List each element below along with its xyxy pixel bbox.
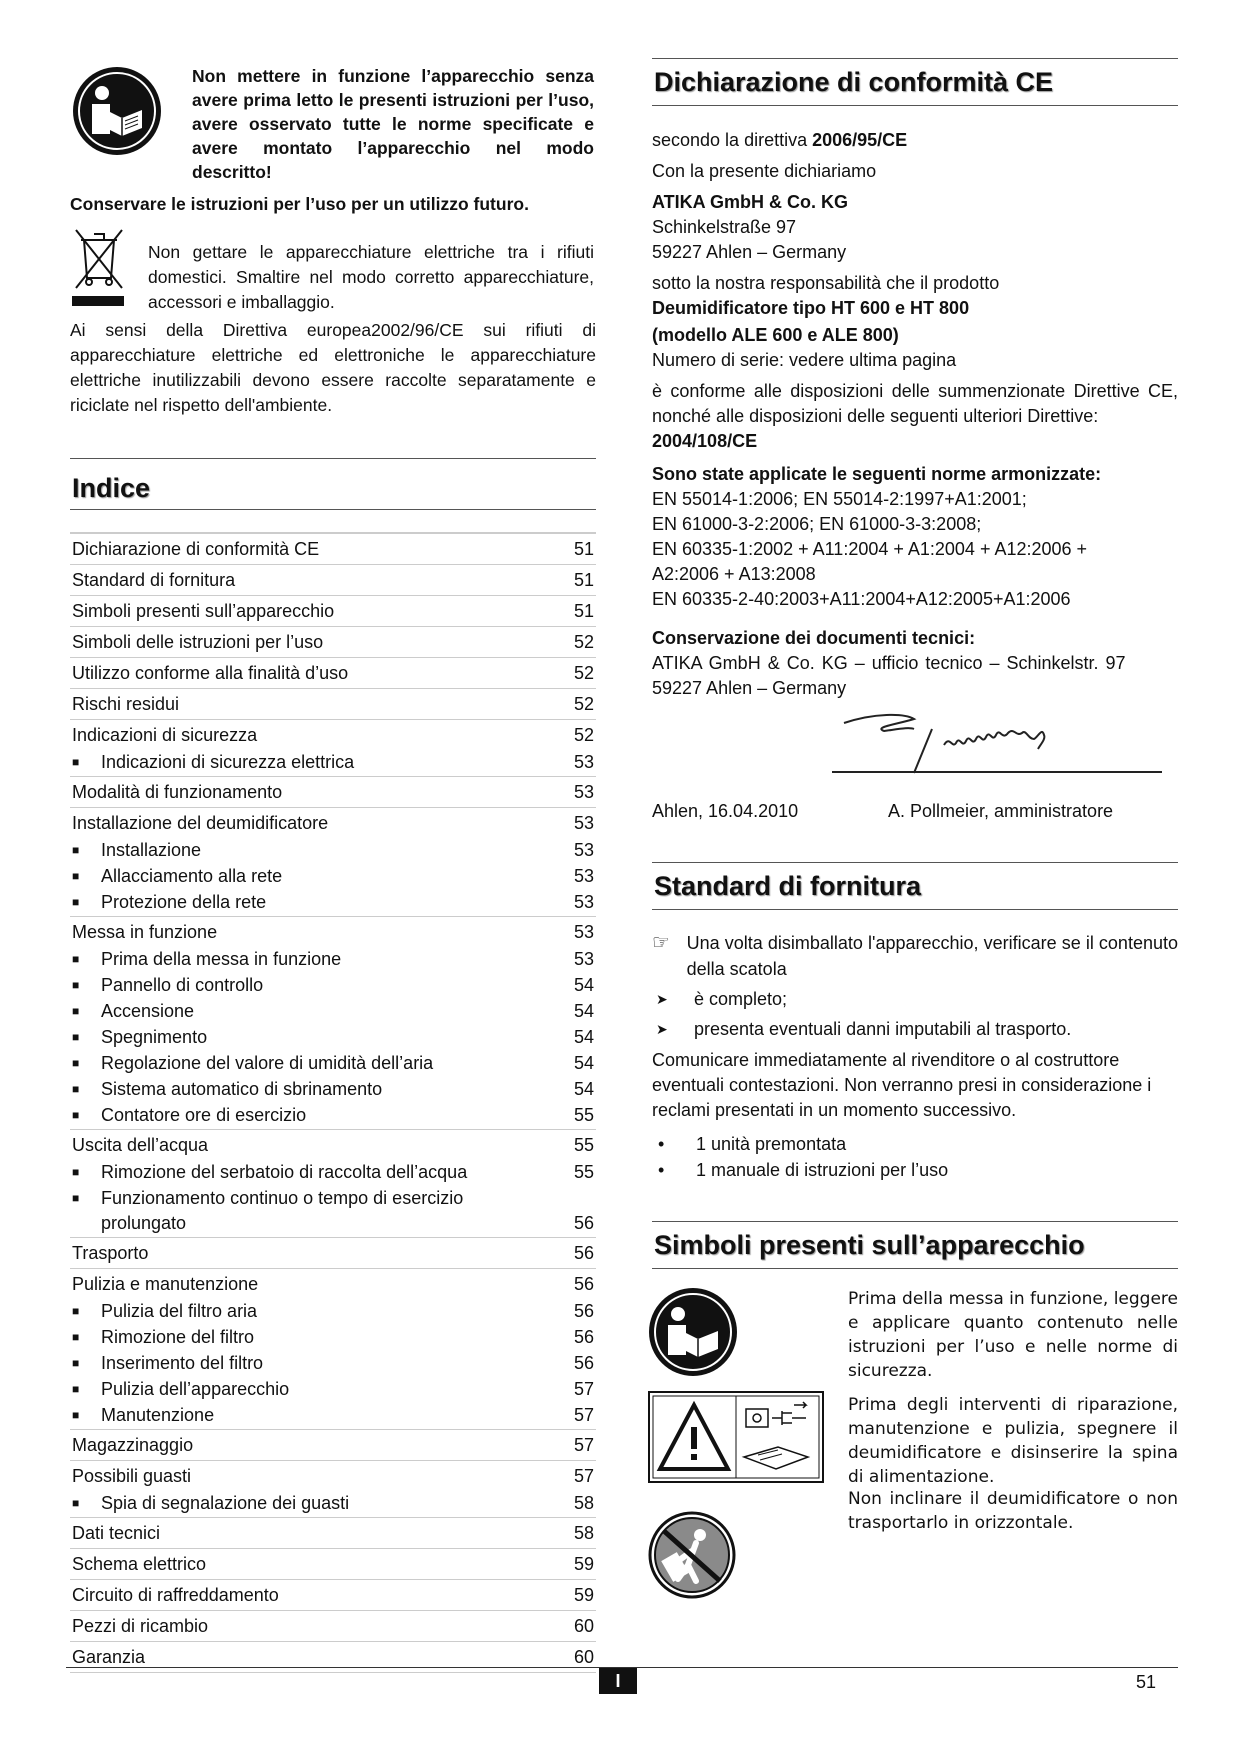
toc-label: Protezione della rete bbox=[101, 892, 267, 912]
toc-page: 56 bbox=[573, 1213, 594, 1233]
toc-label: Funzionamento continuo o tempo di esercizio prolungato bbox=[101, 1188, 464, 1233]
toc-entry[interactable] bbox=[70, 595, 596, 626]
toc-page: 55 bbox=[573, 1105, 594, 1125]
toc-label: Rimozione del filtro bbox=[101, 1327, 255, 1347]
toc-entry[interactable] bbox=[70, 1268, 596, 1299]
toc-label: Pulizia dell’apparecchio bbox=[101, 1379, 290, 1399]
toc-subentry[interactable] bbox=[70, 1025, 596, 1051]
toc-label: Simboli delle istruzioni per l’uso bbox=[72, 632, 324, 652]
toc-page: 53 bbox=[573, 922, 594, 942]
dot-bullet-icon: • bbox=[658, 1134, 665, 1154]
toc-entry[interactable] bbox=[70, 1460, 596, 1491]
toc-page: 56 bbox=[573, 1243, 594, 1263]
delivery-item: • 1 manuale di istruzioni per l’uso bbox=[652, 1157, 1178, 1183]
toc-entry[interactable] bbox=[70, 1429, 596, 1460]
toc-label: Modalità di funzionamento bbox=[72, 782, 283, 802]
square-bullet-icon: ■ bbox=[72, 755, 80, 769]
toc-page: 53 bbox=[573, 866, 594, 886]
toc-entry[interactable] bbox=[70, 626, 596, 657]
toc-page: 52 bbox=[573, 663, 594, 683]
responsibility-line: sotto la nostra responsabilità che il prodotto bbox=[652, 273, 1000, 293]
toc-page: 58 bbox=[573, 1523, 594, 1543]
toc-label: Rischi residui bbox=[72, 694, 180, 714]
table-of-contents bbox=[70, 532, 596, 1672]
square-bullet-icon: ■ bbox=[72, 1408, 80, 1422]
toc-subentry[interactable] bbox=[70, 1051, 596, 1077]
square-bullet-icon: ■ bbox=[72, 1108, 80, 1122]
toc-page: 58 bbox=[573, 1493, 594, 1513]
square-bullet-icon: ■ bbox=[72, 1030, 80, 1044]
toc-page: 56 bbox=[573, 1327, 594, 1347]
place-date: Ahlen, 16.04.2010 bbox=[652, 801, 799, 821]
toc-page: 53 bbox=[573, 752, 594, 772]
toc-subentry[interactable] bbox=[70, 1325, 596, 1351]
delivery-hint: ☞ Una volta disimballato l'apparecchio, verificare se il contenuto della scatola bbox=[652, 930, 1178, 982]
toc-page: 53 bbox=[573, 840, 594, 860]
toc-label: Pezzi di ricambio bbox=[72, 1616, 209, 1636]
symbol-read-row bbox=[652, 1291, 1178, 1395]
norm-line: EN 55014-1:2006; EN 55014-2:1997+A1:2001; bbox=[652, 489, 1027, 509]
symbol-tilt-row bbox=[652, 1489, 1178, 1603]
warning-unplug-icon bbox=[648, 1391, 824, 1483]
toc-label: Dichiarazione di conformità CE bbox=[72, 539, 320, 559]
square-bullet-icon: ■ bbox=[72, 1496, 80, 1510]
weee-directive: Ai sensi della Direttiva europea2002/96/CE sui rifiuti di apparecchiature elettriche ed elettroniche le apparecchiature elettriche inutilizzabili devono essere raccolte separatamente e riciclate nel rispetto dell'ambiente. bbox=[70, 320, 596, 415]
toc-subentry[interactable] bbox=[70, 864, 596, 890]
crossed-bin-icon bbox=[70, 226, 128, 310]
toc-page: 53 bbox=[573, 782, 594, 802]
weee-block bbox=[70, 226, 596, 318]
delivery-check-item: ➤ è completo; bbox=[652, 986, 1178, 1012]
left-column bbox=[70, 58, 596, 1673]
toc-page: 54 bbox=[573, 1053, 594, 1073]
docs-line1: ATIKA GmbH & Co. KG – ufficio tecnico – Schinkelstr. 97 bbox=[652, 653, 1126, 673]
toc-subentry[interactable] bbox=[70, 1299, 596, 1325]
delivery-checks bbox=[652, 986, 1178, 1042]
toc-subentry[interactable] bbox=[70, 973, 596, 999]
toc-page: 52 bbox=[573, 694, 594, 714]
square-bullet-icon: ■ bbox=[72, 1082, 80, 1096]
toc-subentry[interactable] bbox=[70, 999, 596, 1025]
toc-page: 53 bbox=[573, 813, 594, 833]
toc-subentry[interactable] bbox=[70, 1077, 596, 1103]
toc-subentry[interactable] bbox=[70, 1377, 596, 1403]
toc-label: Simboli presenti sull’apparecchio bbox=[72, 601, 335, 621]
toc-entry[interactable] bbox=[70, 688, 596, 719]
read-manual-icon bbox=[72, 66, 162, 156]
norm-line: EN 60335-2-40:2003+A11:2004+A12:2005+A1:2006 bbox=[652, 589, 1071, 609]
symbols-title: Simboli presenti sull’apparecchio bbox=[654, 1230, 1085, 1260]
toc-page: 51 bbox=[573, 570, 594, 590]
toc-page: 55 bbox=[573, 1162, 594, 1182]
delivery-item: • 1 unità premontata bbox=[652, 1131, 1178, 1157]
toc-page: 59 bbox=[573, 1554, 594, 1574]
square-bullet-icon: ■ bbox=[72, 1165, 80, 1179]
toc-page: 54 bbox=[573, 1001, 594, 1021]
docs-title: Conservazione dei documenti tecnici: bbox=[652, 628, 976, 648]
toc-label: Messa in funzione bbox=[72, 922, 218, 942]
toc-label: Dati tecnici bbox=[72, 1523, 161, 1543]
toc-subentry[interactable] bbox=[70, 1186, 596, 1237]
square-bullet-icon: ■ bbox=[72, 1056, 80, 1070]
toc-page: 57 bbox=[573, 1435, 594, 1455]
square-bullet-icon: ■ bbox=[72, 1356, 80, 1370]
keep-instructions: Conservare le istruzioni per l’uso per un utilizzo futuro. bbox=[70, 194, 529, 214]
conform-text: è conforme alle disposizioni delle summenzionate Direttive CE, nonché alle disposizioni delle seguenti ulteriori Direttive: bbox=[652, 381, 1178, 426]
square-bullet-icon: ■ bbox=[72, 1330, 80, 1344]
toc-label: Installazione bbox=[101, 840, 202, 860]
toc-label: Allacciamento alla rete bbox=[101, 866, 283, 886]
square-bullet-icon: ■ bbox=[72, 1191, 80, 1205]
toc-label: Sistema automatico di sbrinamento bbox=[101, 1079, 383, 1099]
square-bullet-icon: ■ bbox=[72, 869, 80, 883]
toc-page: 51 bbox=[573, 539, 594, 559]
right-column bbox=[652, 58, 1178, 1603]
toc-subentry[interactable] bbox=[70, 890, 596, 916]
toc-label: Spegnimento bbox=[101, 1027, 208, 1047]
signature-scribble bbox=[814, 709, 1154, 779]
toc-label: Contatore ore di esercizio bbox=[101, 1105, 307, 1125]
delivery-title: Standard di fornitura bbox=[654, 871, 922, 901]
serial-line: Numero di serie: vedere ultima pagina bbox=[652, 350, 957, 370]
docs-line2: 59227 Ahlen – Germany bbox=[652, 678, 847, 698]
read-manual-icon bbox=[648, 1287, 738, 1377]
toc-label: Manutenzione bbox=[101, 1405, 215, 1425]
signatory: A. Pollmeier, amministratore bbox=[888, 801, 1114, 821]
square-bullet-icon: ■ bbox=[72, 1304, 80, 1318]
dot-bullet-icon: • bbox=[658, 1160, 665, 1180]
signature bbox=[652, 709, 1178, 789]
intro-block bbox=[70, 58, 596, 186]
toc-page: 54 bbox=[573, 1027, 594, 1047]
conformity-title: Dichiarazione di conformità CE bbox=[654, 67, 1054, 97]
toc-entry[interactable] bbox=[70, 807, 596, 838]
toc-page: 52 bbox=[573, 725, 594, 745]
norm-line: EN 60335-1:2002 + A11:2004 + A1:2004 + A12:2006 + bbox=[652, 539, 1088, 559]
conformity-header bbox=[652, 58, 1178, 106]
square-bullet-icon: ■ bbox=[72, 1382, 80, 1396]
toc-subentry[interactable] bbox=[70, 838, 596, 864]
toc-entry[interactable] bbox=[70, 564, 596, 595]
toc-label: Standard di fornitura bbox=[72, 570, 236, 590]
toc-entry[interactable] bbox=[70, 657, 596, 688]
toc-entry[interactable] bbox=[70, 1237, 596, 1268]
toc-page: 60 bbox=[573, 1616, 594, 1636]
toc-subentry[interactable] bbox=[70, 1351, 596, 1377]
toc-page: 56 bbox=[573, 1274, 594, 1294]
toc-label: Pulizia e manutenzione bbox=[72, 1274, 259, 1294]
declare-line: Con la presente dichiariamo bbox=[652, 161, 877, 181]
toc-page: 56 bbox=[573, 1353, 594, 1373]
toc-label: Indicazioni di sicurezza bbox=[72, 725, 258, 745]
toc-page: 54 bbox=[573, 1079, 594, 1099]
toc-entry[interactable] bbox=[70, 533, 596, 564]
delivery-items bbox=[652, 1131, 1178, 1183]
toc-page: 57 bbox=[573, 1405, 594, 1425]
square-bullet-icon: ■ bbox=[72, 895, 80, 909]
toc-label: Utilizzo conforme alla finalità d’uso bbox=[72, 663, 349, 683]
toc-subentry[interactable] bbox=[70, 1403, 596, 1429]
symbol-read-text: Prima della messa in funzione, leggere e applicare quanto contenuto nelle istruzioni per l’uso e nelle norme di sicurezza. bbox=[848, 1289, 1178, 1381]
toc-label: Pannello di controllo bbox=[101, 975, 264, 995]
toc-page: 53 bbox=[573, 949, 594, 969]
toc-label: Accensione bbox=[101, 1001, 195, 1021]
toc-subentry[interactable] bbox=[70, 1103, 596, 1129]
product-model: (modello ALE 600 e ALE 800) bbox=[652, 325, 899, 345]
toc-label: Installazione del deumidificatore bbox=[72, 813, 329, 833]
toc-label: Spia di segnalazione dei guasti bbox=[101, 1493, 350, 1513]
toc-page: 51 bbox=[573, 601, 594, 621]
toc-label: Pulizia del filtro aria bbox=[101, 1301, 258, 1321]
toc-entry[interactable] bbox=[70, 1129, 596, 1160]
toc-entry[interactable] bbox=[70, 916, 596, 947]
toc-page: 60 bbox=[573, 1647, 594, 1667]
toc-label: Garanzia bbox=[72, 1647, 146, 1667]
square-bullet-icon: ■ bbox=[72, 843, 80, 857]
toc-page: 57 bbox=[573, 1379, 594, 1399]
language-badge: I bbox=[599, 1668, 637, 1694]
toc-page: 56 bbox=[573, 1301, 594, 1321]
toc-entry[interactable] bbox=[70, 719, 596, 750]
norm-line: EN 61000-3-2:2006; EN 61000-3-3:2008; bbox=[652, 514, 982, 534]
toc-label: Regolazione del valore di umidità dell’aria bbox=[101, 1053, 434, 1073]
toc-subentry[interactable] bbox=[70, 1160, 596, 1186]
toc-label: Prima della messa in funzione bbox=[101, 949, 342, 969]
square-bullet-icon: ■ bbox=[72, 978, 80, 992]
toc-entry[interactable] bbox=[70, 1610, 596, 1641]
arrow-bullet-icon: ➤ bbox=[656, 1021, 668, 1037]
delivery-notice: Comunicare immediatamente al rivenditore o al costruttore eventuali contestazioni. Non verranno presi in considerazione i reclami presentati in un momento successivo. bbox=[652, 1050, 1152, 1120]
toc-label: Indicazioni di sicurezza elettrica bbox=[101, 752, 355, 772]
directive-line: secondo la direttiva 2006/95/CE bbox=[652, 130, 908, 150]
norms-list bbox=[652, 487, 1178, 612]
symbol-tilt-text: Non inclinare il deumidificatore o non trasportarlo in orizzontale. bbox=[848, 1489, 1178, 1533]
toc-label: Uscita dell’acqua bbox=[72, 1135, 209, 1155]
square-bullet-icon: ■ bbox=[72, 952, 80, 966]
toc-label: Rimozione del serbatoio di raccolta dell’acqua bbox=[101, 1162, 468, 1182]
product-name: Deumidificatore tipo HT 600 e HT 800 bbox=[652, 298, 970, 318]
symbol-unplug-text: Prima degli interventi di riparazione, manutenzione e pulizia, spegnere il deumidificatore e disinserire la spina di alimentazione. bbox=[848, 1395, 1178, 1487]
toc-label: Trasporto bbox=[72, 1243, 149, 1263]
square-bullet-icon: ■ bbox=[72, 1004, 80, 1018]
norm-line: A2:2006 + A13:2008 bbox=[652, 564, 816, 584]
toc-label: Inserimento del filtro bbox=[101, 1353, 264, 1373]
toc-entry[interactable] bbox=[70, 776, 596, 807]
company-name: ATIKA GmbH & Co. KG bbox=[652, 192, 848, 212]
delivery-check-item: ➤ presenta eventuali danni imputabili al trasporto. bbox=[652, 1016, 1178, 1042]
toc-label: Magazzinaggio bbox=[72, 1435, 194, 1455]
toc-page: 59 bbox=[573, 1585, 594, 1605]
intro-warning: Non mettere in funzione l’apparecchio senza avere prima letto le presenti istruzioni per l’uso, avere osservato tutte le norme specificate e avere montato l’apparecchio nel modo descritto! bbox=[192, 66, 594, 182]
toc-subentry[interactable] bbox=[70, 750, 596, 776]
toc-page: 55 bbox=[573, 1135, 594, 1155]
arrow-bullet-icon: ➤ bbox=[656, 991, 668, 1007]
toc-label: Possibili guasti bbox=[72, 1466, 192, 1486]
weee-text: Non gettare le apparecchiature elettriche tra i rifiuti domestici. Smaltire nel modo corretto apparecchiature, accessori e imballaggio. bbox=[148, 242, 594, 312]
further-directive: 2004/108/CE bbox=[652, 431, 758, 451]
toc-label: Circuito di raffreddamento bbox=[72, 1585, 279, 1605]
delivery-header bbox=[652, 862, 1178, 910]
toc-subentry[interactable] bbox=[70, 1491, 596, 1517]
toc-entry[interactable] bbox=[70, 1548, 596, 1579]
symbols-header bbox=[652, 1221, 1178, 1269]
place-date-signatory bbox=[652, 799, 1178, 824]
pointing-hand-icon: ☞ bbox=[652, 932, 670, 954]
page-number: 51 bbox=[1136, 1672, 1157, 1692]
toc-subentry[interactable] bbox=[70, 947, 596, 973]
toc-page: 52 bbox=[573, 632, 594, 652]
toc-entry[interactable] bbox=[70, 1517, 596, 1548]
index-header bbox=[70, 458, 596, 510]
company-street: Schinkelstraße 97 bbox=[652, 217, 797, 237]
toc-label: Schema elettrico bbox=[72, 1554, 207, 1574]
toc-page: 54 bbox=[573, 975, 594, 995]
norms-title: Sono state applicate le seguenti norme armonizzate: bbox=[652, 464, 1102, 484]
toc-entry[interactable] bbox=[70, 1579, 596, 1610]
company-city: 59227 Ahlen – Germany bbox=[652, 242, 847, 262]
toc-page: 53 bbox=[573, 892, 594, 912]
toc-page: 57 bbox=[573, 1466, 594, 1486]
no-tilting-icon bbox=[648, 1511, 736, 1599]
index-title: Indice bbox=[72, 473, 151, 503]
